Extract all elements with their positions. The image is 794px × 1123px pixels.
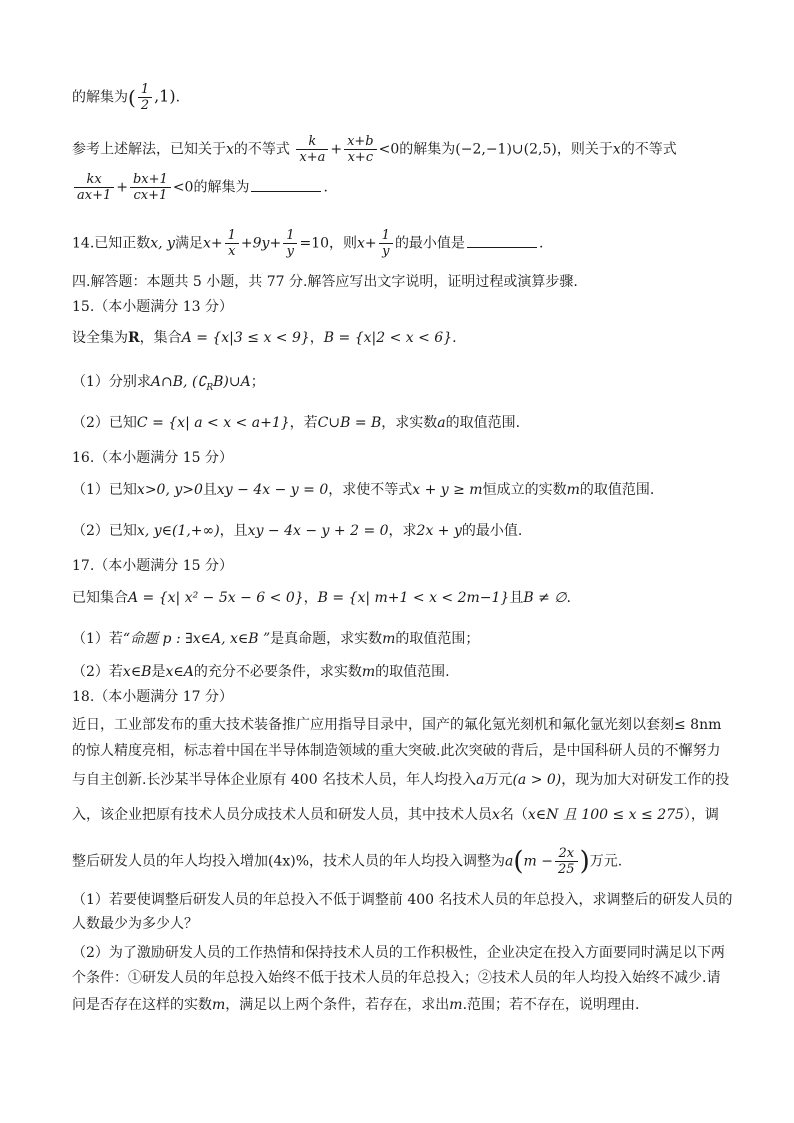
question-18-para-line-4 — [72, 805, 724, 825]
text: （1）若 — [72, 631, 123, 647]
question-18-para-line-1: 近日，工业部发布的重大技术装备推广应用指导目录中，国产的氟化氪光刻机和氟化氩光刻以套刻≤ 8nm — [72, 717, 722, 733]
question-15-heading: 15.（本小题满分 13 分） — [72, 299, 233, 315]
denominator: y — [382, 244, 390, 259]
fraction — [138, 82, 152, 113]
numerator: 2x — [555, 846, 578, 862]
question-18-part-2-line-2: 个条件：①研发人员的年总投入始终不低于技术人员的年总投入；②技术人员的年人均投入始终不减少.请 — [72, 970, 721, 986]
fraction-numerator: 1 — [138, 82, 152, 98]
var-m: m — [382, 631, 396, 647]
numerator: x+b — [344, 134, 377, 150]
plus: + — [116, 179, 128, 196]
text: 恒成立的实数 — [482, 482, 567, 498]
fraction — [283, 228, 297, 259]
math: +9y+ — [240, 235, 282, 252]
denominator: ax+1 — [77, 188, 112, 203]
text: 已知集合 — [72, 590, 128, 606]
question-18-part-2-line-3 — [72, 995, 724, 1015]
text: 整后研发人员的年人均投入增加 — [72, 853, 268, 870]
answer-line-1 — [72, 82, 724, 113]
text: ， — [309, 330, 324, 346]
text: 设全集为 — [72, 330, 128, 346]
numerator: 1 — [379, 228, 393, 244]
question-17-part-1 — [72, 629, 724, 649]
math: 2x + y — [416, 523, 462, 539]
math: =10 — [299, 235, 330, 252]
text: （2）已知 — [72, 415, 137, 431]
text: 的取值范围. — [579, 482, 655, 498]
math: (4x)% — [268, 853, 310, 870]
text: （1）分别求 — [72, 374, 151, 390]
fraction-1 — [296, 134, 328, 165]
var-m: m — [212, 997, 226, 1013]
math: x, y∈(1,+∞) — [136, 523, 220, 539]
fraction-1 — [74, 172, 114, 203]
text: ，求使不等式 — [328, 482, 413, 498]
var-x: x — [226, 141, 234, 158]
math: x + y ≥ m — [412, 482, 483, 498]
math: m − — [523, 853, 554, 870]
denominator: x+c — [347, 150, 374, 165]
set-C: C = {x| a < x < a+1} — [136, 415, 290, 431]
question-15-part-1 — [72, 372, 724, 398]
math: x+ — [357, 235, 377, 252]
text: 且 — [509, 590, 524, 606]
question-18-heading: 18.（本小题满分 17 分） — [72, 689, 233, 705]
paren-open: ( — [513, 846, 524, 877]
var-a: a — [437, 415, 446, 431]
text: .范围；若不存在，说明理由. — [462, 997, 640, 1013]
math: xy − 4x − y = 0 — [216, 482, 329, 498]
less-than-zero: <0 — [172, 179, 194, 196]
var-m: m — [449, 997, 463, 1013]
text: 的不等式 — [233, 141, 290, 158]
math: A∩B, (∁ — [150, 374, 207, 390]
text: 的取值范围； — [395, 631, 480, 647]
fraction-2 — [130, 172, 171, 203]
period: . — [538, 235, 544, 252]
text: 名（ — [499, 807, 528, 823]
solution-set: (−2,−1)∪(2,5) — [455, 141, 557, 158]
math: C∪B = B — [317, 415, 382, 431]
question-16-heading: 16.（本小题满分 15 分） — [72, 450, 233, 466]
text: 入，该企业把原有技术人员分成技术人员和研发人员，其中技术人员 — [72, 807, 492, 823]
text: 的解集为 — [72, 89, 128, 106]
text: 的最小值是 — [394, 235, 465, 252]
question-18-para-line-3 — [72, 770, 730, 790]
set-A: A = {x|3 ≤ x < 9} — [181, 330, 310, 346]
set-A: A = {x| x² − 5x − 6 < 0} — [128, 590, 304, 606]
text: ，现为加大对研发工作的投 — [561, 772, 730, 788]
math-rest: ,1) — [154, 86, 176, 106]
var-a: a — [505, 853, 514, 870]
text: 且 — [202, 482, 217, 498]
text: ，且 — [219, 523, 248, 539]
denominator: x+a — [299, 150, 326, 165]
text: ，则关于 — [556, 141, 613, 158]
text: 问是否存在这样的实数 — [72, 997, 212, 1013]
text: 满足 — [174, 235, 203, 252]
numerator: kx — [74, 172, 114, 188]
question-15-part-2 — [72, 413, 724, 433]
var-m: m — [361, 664, 376, 680]
text: （2）若 — [72, 664, 123, 680]
set-B: B = {x| m+1 < x < 2m−1} — [317, 590, 510, 606]
text: 的取值范围. — [445, 415, 521, 431]
numerator: 1 — [283, 228, 297, 244]
math: x∈A — [165, 664, 194, 680]
question-18-part-2-line-1: （2）为了激励研发人员的工作热情和保持技术人员的工作积极性，企业决定在投入方面要同时满足以下两 — [72, 945, 725, 961]
period: . — [175, 89, 181, 106]
fraction-2 — [344, 134, 377, 165]
numerator: bx+1 — [130, 172, 171, 188]
question-18-part-1-line-1: （1）若要使调整后研发人员的年总投入不低于调整前 400 名技术人员的年总投入，求调整后的研发人员的 — [72, 892, 733, 908]
paren-open: ( — [128, 85, 136, 110]
denominator: x — [228, 244, 236, 259]
var-x: x — [492, 807, 500, 823]
text: ，则 — [329, 235, 358, 252]
text: （1）已知 — [72, 482, 137, 498]
text: 的解集为 — [193, 179, 250, 196]
fraction — [225, 228, 239, 259]
denominator: 25 — [558, 862, 575, 877]
text: ，若 — [289, 415, 318, 431]
period: . — [452, 330, 457, 346]
text: 的解集为 — [399, 141, 456, 158]
text: ，技术人员的年人均投入调整为 — [309, 853, 506, 870]
question-13-line-3 — [72, 172, 724, 203]
math: (a > 0) — [512, 772, 562, 788]
text: 的最小值. — [461, 523, 523, 539]
subscript: R — [206, 382, 214, 393]
question-17-stem — [72, 588, 724, 608]
math: x+ — [202, 235, 223, 252]
fraction — [555, 846, 578, 877]
less-than-zero: <0 — [378, 141, 400, 158]
question-14 — [72, 228, 724, 259]
question-18-para-line-2: 的惊人精度亮相，标志着中国在半导体制造领域的重大突破.此次突破的背后，是中国科研人员的不懈努力 — [72, 743, 721, 759]
text: 是 — [151, 664, 166, 680]
var-x: x — [612, 141, 621, 158]
text: 参考上述解法，已知关于 — [72, 141, 226, 158]
text: 万元. — [589, 853, 623, 870]
question-17-heading: 17.（本小题满分 15 分） — [72, 558, 233, 574]
text: ， — [303, 590, 318, 606]
var-m: m — [566, 482, 580, 498]
numerator: k — [296, 134, 328, 150]
question-16-part-2 — [72, 521, 724, 541]
text: 与自主创新.长沙某半导体企业原有 400 名技术人员，年人均投入 — [72, 772, 477, 788]
math: x∈B — [122, 664, 152, 680]
question-18-para-line-5 — [72, 846, 724, 877]
set-R: R — [128, 330, 140, 346]
math: x∈N 且 100 ≤ x ≤ 275 — [527, 807, 684, 823]
fraction — [379, 228, 393, 259]
question-15-stem — [72, 328, 724, 348]
question-18-part-1-line-2: 人数最少为多少人？ — [72, 916, 198, 932]
vars: x, y — [150, 235, 175, 252]
text: 是真命题，求实数 — [270, 631, 383, 647]
math: B)∪A — [213, 374, 251, 390]
fraction-denominator: 2 — [140, 98, 150, 113]
text: ； — [250, 374, 265, 390]
section-heading: 四.解答题：本题共 5 小题，共 77 分.解答应写出文字说明，证明过程或演算步骤. — [72, 274, 578, 290]
text: 14.已知正数 — [72, 235, 151, 252]
text: ，满足以上两个条件，若存在，求出 — [225, 997, 450, 1013]
text: 的取值范围. — [375, 664, 450, 680]
var-a: a — [476, 772, 485, 788]
question-13-line-2 — [72, 134, 724, 165]
math: x>0, y>0 — [136, 482, 203, 498]
question-17-part-2 — [72, 662, 724, 682]
text: （2）已知 — [72, 523, 137, 539]
math: B ≠ ∅ — [523, 590, 567, 606]
text: 的不等式 — [620, 141, 677, 158]
text: ），调 — [683, 807, 719, 823]
text: ，求 — [388, 523, 417, 539]
paren-close: ) — [579, 846, 590, 877]
plus: + — [330, 141, 343, 158]
text: 的充分不必要条件，求实数 — [193, 664, 362, 680]
text: ，求实数 — [381, 415, 438, 431]
period: . — [566, 590, 571, 606]
answer-blank[interactable] — [251, 177, 321, 192]
math: xy − 4x − y + 2 = 0 — [247, 523, 389, 539]
denominator: cx+1 — [133, 188, 168, 203]
period: . — [323, 179, 328, 196]
denominator: y — [286, 244, 294, 259]
question-16-part-1 — [72, 480, 724, 500]
text: ，集合 — [139, 330, 182, 346]
answer-blank[interactable] — [467, 233, 537, 248]
numerator: 1 — [225, 228, 239, 244]
text: 万元 — [484, 772, 513, 788]
proposition: “命题 p : ∃x∈A, x∈B ” — [122, 631, 271, 647]
set-B: B = {x|2 < x < 6} — [323, 330, 453, 346]
